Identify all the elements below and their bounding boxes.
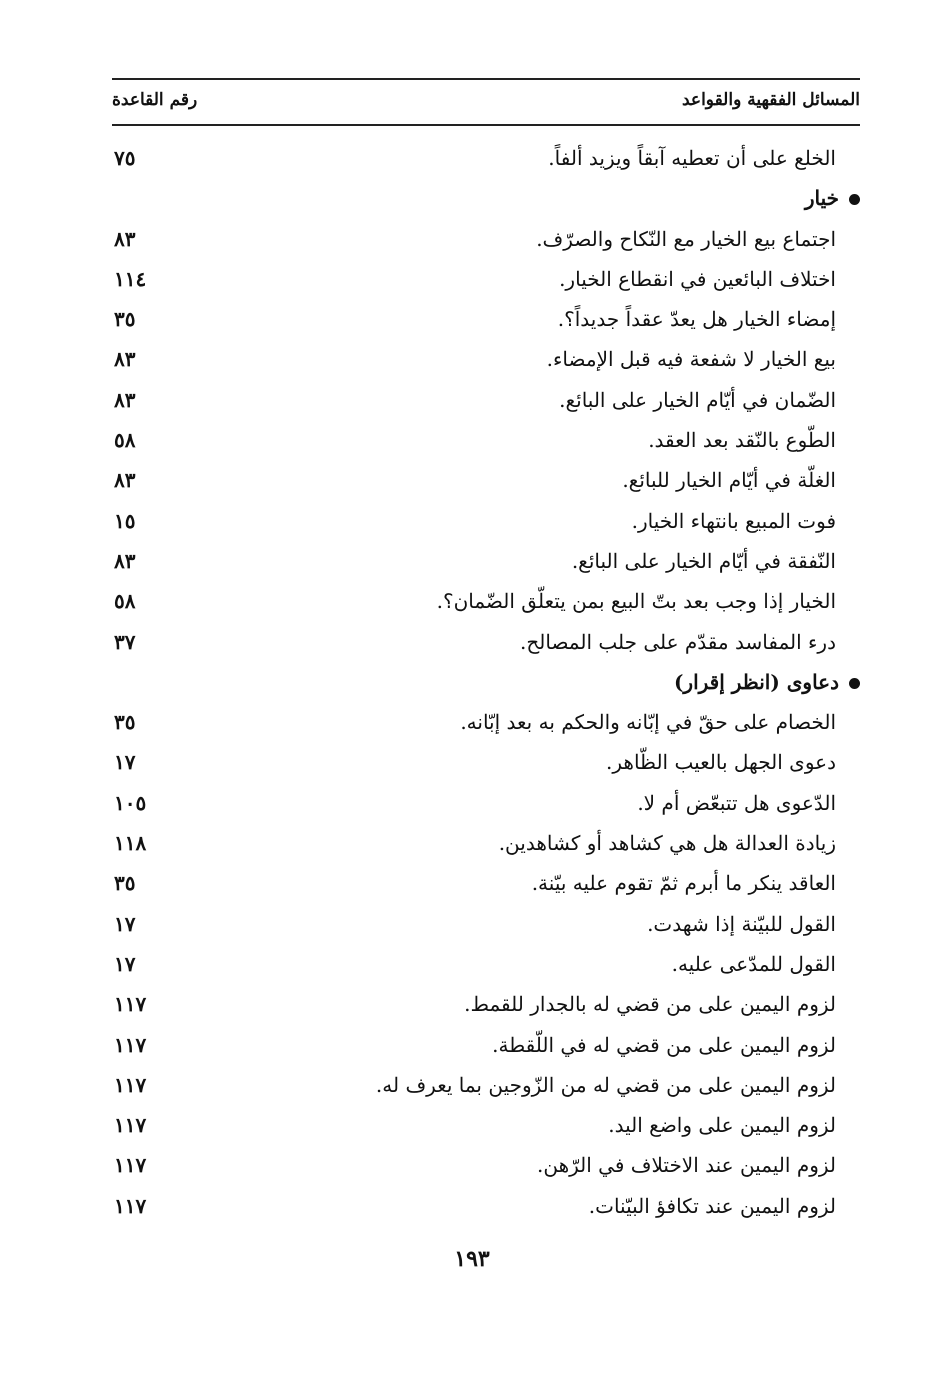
index-entry bbox=[112, 424, 860, 464]
index-entry bbox=[112, 343, 860, 383]
index-entry bbox=[112, 142, 860, 182]
entry-text: لزوم اليمين على من قضي له بالجدار للقمط. bbox=[464, 992, 836, 1017]
index-entry bbox=[112, 223, 860, 263]
entry-rule-number: ١١٨ bbox=[114, 831, 147, 856]
entry-text: لزوم اليمين عند تكافؤ البيّنات. bbox=[588, 1193, 836, 1218]
entry-text: الغلّة في أيّام الخيار للبائع. bbox=[622, 468, 836, 493]
entry-text: الخصام على حقّ في إبّانه والحكم به بعد إبّانه. bbox=[460, 710, 836, 735]
header-rule bbox=[112, 124, 860, 126]
entry-rule-number: ٣٥ bbox=[114, 710, 136, 735]
index-list bbox=[112, 142, 860, 1230]
entry-text: دعوى الجهل بالعيب الظّاهر. bbox=[606, 750, 836, 775]
entry-rule-number: ٥٨ bbox=[114, 589, 136, 614]
entry-text: زيادة العدالة هل هي كشاهد أو كشاهدين. bbox=[498, 831, 836, 856]
entry-rule-number: ١٧ bbox=[114, 951, 136, 976]
bullet-icon bbox=[849, 678, 860, 689]
index-entry bbox=[112, 988, 860, 1028]
entry-rule-number: ٨٣ bbox=[114, 387, 136, 412]
index-entry bbox=[112, 908, 860, 948]
entry-text: اجتماع بيع الخيار مع النّكاح والصرّف. bbox=[536, 226, 836, 251]
entry-text: الضّمان في أيّام الخيار على البائع. bbox=[559, 387, 836, 412]
index-entry bbox=[112, 1029, 860, 1069]
entry-rule-number: ١١٧ bbox=[114, 1193, 147, 1218]
index-entry bbox=[112, 1149, 860, 1189]
entry-rule-number: ١٥ bbox=[114, 508, 136, 533]
entry-text: الخيار إذا وجب بعد بتّ البيع بمن يتعلّق الضّمان؟. bbox=[436, 589, 836, 614]
entry-text: لزوم اليمين عند الاختلاف في الرّهن. bbox=[536, 1153, 836, 1178]
entry-text: بيع الخيار لا شفعة فيه قبل الإمضاء. bbox=[546, 347, 836, 372]
entry-rule-number: ١٠٥ bbox=[114, 790, 147, 815]
index-entry bbox=[112, 505, 860, 545]
entry-rule-number: ١١٧ bbox=[114, 1113, 147, 1138]
index-entry bbox=[112, 1069, 860, 1109]
index-entry bbox=[112, 867, 860, 907]
header-rule-number-label: رقم القاعدة bbox=[112, 90, 198, 110]
entry-text: فوت المبيع بانتهاء الخيار. bbox=[631, 508, 836, 533]
entry-rule-number: ٨٣ bbox=[114, 347, 136, 372]
index-entry bbox=[112, 626, 860, 666]
entry-text: لزوم اليمين على من قضي له من الزّوجين بما يعرف له. bbox=[375, 1072, 836, 1097]
index-entry bbox=[112, 1190, 860, 1230]
entry-rule-number: ٨٣ bbox=[114, 468, 136, 493]
entry-text: الطّوع بالنّقد بعد العقد. bbox=[648, 428, 836, 453]
entry-text: الدّعوى هل تتبعّض أم لا. bbox=[637, 790, 836, 815]
section-title: خيار bbox=[804, 186, 839, 211]
entry-text: النّفقة في أيّام الخيار على البائع. bbox=[571, 548, 836, 573]
entry-rule-number: ٥٨ bbox=[114, 428, 136, 453]
entry-text: الخلع على أن تعطيه آبقاً ويزيد ألفاً. bbox=[548, 146, 836, 170]
entry-text: اختلاف البائعين في انقطاع الخيار. bbox=[559, 266, 836, 291]
index-entry bbox=[112, 585, 860, 625]
entry-text: لزوم اليمين على واضع اليد. bbox=[608, 1113, 836, 1138]
bullet-icon bbox=[849, 194, 860, 205]
index-entry bbox=[112, 1109, 860, 1149]
index-entry bbox=[112, 948, 860, 988]
index-entry bbox=[112, 384, 860, 424]
index-entry bbox=[112, 303, 860, 343]
index-entry bbox=[112, 464, 860, 504]
page-number: ١٩٣ bbox=[454, 1246, 490, 1272]
entry-text: القول للبيّنة إذا شهدت. bbox=[647, 911, 836, 936]
index-entry bbox=[112, 545, 860, 585]
header-title: المسائل الفقهية والقواعد bbox=[682, 90, 860, 110]
entry-rule-number: ١٧ bbox=[114, 911, 136, 936]
section-heading bbox=[112, 666, 860, 706]
entry-rule-number: ٨٣ bbox=[114, 226, 136, 251]
index-entry bbox=[112, 706, 860, 746]
entry-text: لزوم اليمين على من قضي له في اللّقطة. bbox=[492, 1032, 836, 1057]
entry-text: إمضاء الخيار هل يعدّ عقداً جديداً؟. bbox=[557, 307, 836, 332]
entry-text: درء المفاسد مقدّم على جلب المصالح. bbox=[519, 629, 836, 654]
index-entry bbox=[112, 827, 860, 867]
entry-rule-number: ٨٣ bbox=[114, 548, 136, 573]
entry-rule-number: ٣٥ bbox=[114, 871, 136, 896]
top-rule bbox=[112, 78, 860, 80]
entry-text: العاقد ينكر ما أبرم ثمّ تقوم عليه بيّنة. bbox=[531, 871, 836, 896]
entry-rule-number: ١١٧ bbox=[114, 1153, 147, 1178]
entry-rule-number: ١١٤ bbox=[114, 266, 147, 291]
entry-rule-number: ١٧ bbox=[114, 750, 136, 775]
entry-rule-number: ٣٥ bbox=[114, 307, 136, 332]
index-entry bbox=[112, 746, 860, 786]
entry-rule-number: ١١٧ bbox=[114, 992, 147, 1017]
entry-rule-number: ١١٧ bbox=[114, 1072, 147, 1097]
index-entry bbox=[112, 787, 860, 827]
entry-rule-number: ٣٧ bbox=[114, 629, 136, 654]
entry-rule-number: ٧٥ bbox=[114, 146, 136, 170]
entry-text: القول للمدّعى عليه. bbox=[671, 951, 836, 976]
section-heading bbox=[112, 182, 860, 222]
index-entry bbox=[112, 263, 860, 303]
section-title: دعاوى (انظر إقرار) bbox=[673, 669, 839, 694]
entry-rule-number: ١١٧ bbox=[114, 1032, 147, 1057]
page-header bbox=[112, 90, 860, 120]
